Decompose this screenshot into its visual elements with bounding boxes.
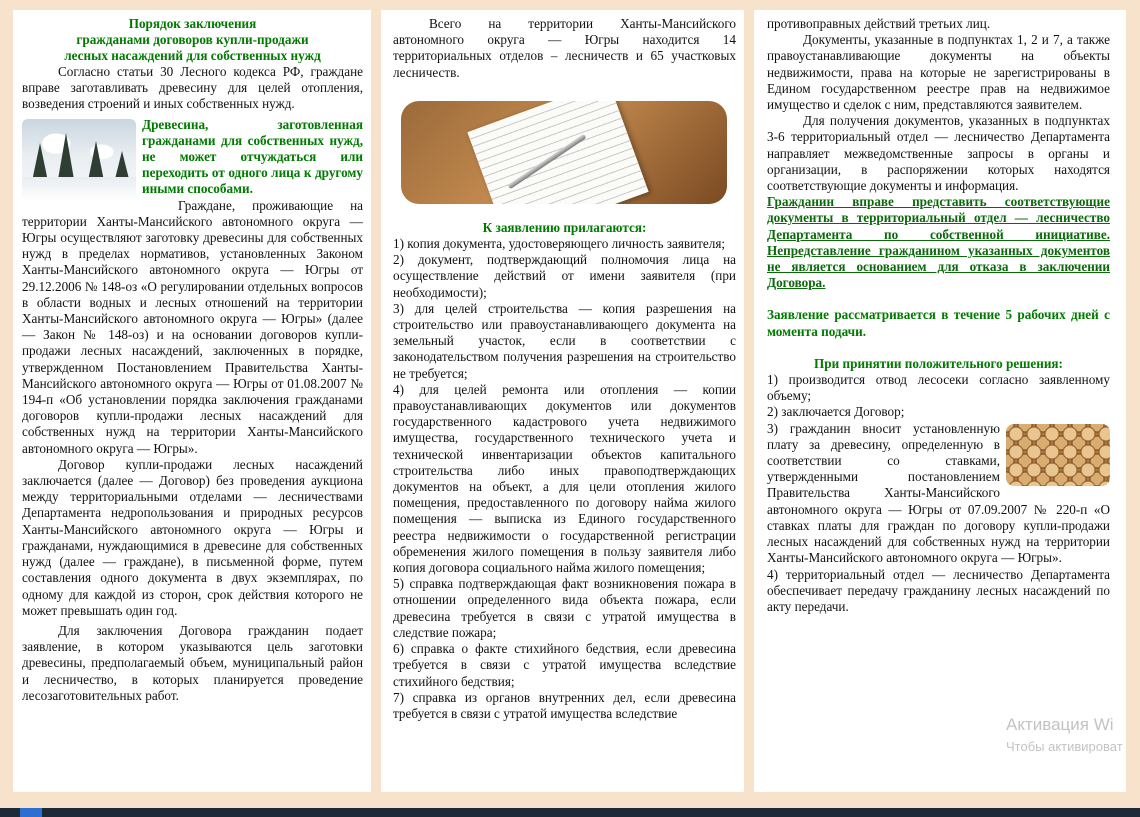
attachment-item-6: 6) справка о факте стихийного бедствия, если древесина требуется в связи с утратой имущества вследствие стихийного бедствия; [393, 641, 736, 689]
intro-paragraph: Согласно статьи 30 Лесного кодекса РФ, граждане вправе заготавливать древесину для целей отопления, возведения строений и иных собственных нужд. [22, 64, 363, 112]
interagency-requests-paragraph: Для получения документов, указанных в подпунктах 3-6 территориальный отдел — лесничество Департамента направляет межведомственные запросы в органы и организации, в распоряжении которых находятся соответствующие документы и информация. [767, 113, 1110, 194]
decision-item-3: 3) гражданин вносит установленную плату за древесину, определенную в соответствии со ставками, утвержденными постановлением Правительства Ханты-Мансийского автономного округа — Югры от 07.09.2007 № 220-п «О ставках платы для граждан по договору купли-продажи лесных насаждений для собственных нужд на территории Ханты-Мансийского автономного округа — Югры». [767, 420, 1110, 566]
forestries-count-paragraph: Всего на территории Ханты-Мансийского автономного округа — Югры находится 14 территориальных отделов – лесничеств и 65 участковых лесничеств. [393, 16, 736, 80]
title-line-2: гражданами договоров купли-продажи [76, 32, 309, 47]
column-right [754, 10, 1126, 792]
title-line-3: лесных насаждений для собственных нужд [64, 48, 321, 63]
wood-highlight-note: Древесина, заготовленная гражданами для собственных нужд, не может отчуждаться или переходить от одного лица к другому иными способами. [142, 116, 363, 197]
brochure-title [22, 16, 363, 64]
taskbar [0, 808, 1140, 817]
positive-decision-heading: При принятии положительного решения: [814, 355, 1063, 371]
review-term-notice: Заявление рассматривается в течение 5 рабочих дней с момента подачи. [767, 307, 1110, 339]
attachment-item-7: 7) справка из органов внутренних дел, если древесина требуется в связи с утратой имущества вследствие [393, 689, 736, 721]
documents-provided-paragraph: Документы, указанные в подпунктах 1, 2 и 7, а также правоустанавливающие документы на объекты недвижимости, права на которые не зарегистрированы в Едином государственном реестре прав на недвижимое имущество и сделок с ним, представляются заявителем. [767, 32, 1110, 113]
attachments-heading: К заявлению прилагаются: [482, 219, 647, 235]
unlawful-actions-line: противоправных действий третьих лиц. [767, 16, 991, 31]
decision-item-2: 2) заключается Договор; [767, 404, 905, 420]
logs-stack-image [1006, 424, 1110, 486]
windows-activation-watermark [1006, 714, 1123, 758]
residents-paragraph: Граждане, проживающие на территории Ханты-Мансийского автономного округа — Югры осуществляют заготовку древесины для собственных нужд в пределах нормативов, установленных Законом Ханты-Мансийского автономного округа — Югры от 29.12.2006 № 148-оз «О регулировании отдельных вопросов в области водных и лесных отношений на территории Ханты-Мансийского автономного округа — Югры» (далее — Закон № 148-оз) и на основании договоров купли-продажи лесных насаждений, заключенных в порядке, утвержденном Постановлением Правительства Ханты-Мансийского автономного округа — Югры от 01.08.2007 № 194-п «Об установлении порядка заключения гражданами договоров купли-продажи лесных насаждений для собственных нужд на территории Ханты-Мансийского автономного округа — Югры». [22, 197, 363, 456]
attachment-item-1: 1) копия документа, удостоверяющего личность заявителя; [393, 236, 726, 252]
column-middle [381, 10, 744, 792]
document-pen-image [401, 101, 727, 204]
decision-item-4: 4) территориальный отдел — лесничество Департамента обеспечивает передачу гражданину лесных насаждений по акту передачи. [767, 566, 1110, 614]
watermark-line-2: Чтобы активироват [1006, 739, 1123, 754]
contract-paragraph: Договор купли-продажи лесных насаждений заключается (далее — Договор) без проведения аукциона между территориальными отделами — лесничествами Департамента недропользования и природных ресурсов Ханты-Мансийского автономного округа — Югры и гражданами, нуждающимися в древесине для собственных нужд (далее — граждане), в письменной форме, путем составления одного документа в двух экземплярах, по одному для каждой из сторон, срок действия которого не может превышать один год. [22, 456, 363, 618]
attachment-item-4: 4) для целей ремонта или отопления — копии правоустанавливающих документов или документов государственного кадастрового учета недвижимого имущества, государственного технического учета и технической инвентаризации объектов капитального строительства либо иных правоподтверждающих документов на объект, а для цели отопления жилого помещения, предоставленного по договору найма жилого помещения — выписка из Единого государственного реестра недвижимости о государственной регистрации обременения жилого помещения в пользу заявителя либо копия договора социального найма жилого помещения; [393, 381, 736, 576]
attachment-item-3: 3) для целей строительства — копия разрешения на строительство или правоустанавливающего документа на земельный участок, если в соответствии с законодательством получения разрешения на строительство не требуется; [393, 300, 736, 381]
winter-forest-image [22, 119, 136, 201]
attachment-item-2: 2) документ, подтверждающий полномочия лица на осуществление действий от имени заявителя (при необходимости); [393, 252, 736, 300]
application-paragraph: Для заключения Договора гражданин подает заявление, в котором указываются цель заготовки древесины, предполагаемый объем, муниципальный район и лесничество, в которых планируется проведение лесозаготовительных работ. [22, 622, 363, 703]
watermark-line-1: Активация Wi [1006, 715, 1114, 734]
attachment-item-5: 5) справка подтверждающая факт возникновения пожара в отношении определенного вида объекта пожара, если древесина требуется в связи с утратой имущества в следствие пожара; [393, 576, 736, 640]
start-button[interactable] [20, 808, 42, 817]
citizen-rights-notice: Гражданин вправе представить соответствующие документы в территориальный отдел — лесничество Департамента по собственной инициативе. Непредставление гражданином указанных документов не является основанием для отказа в заключении Договора. [767, 194, 1110, 291]
decision-item-1: 1) производится отвод лесосеки согласно заявленному объему; [767, 372, 1110, 404]
title-line-1: Порядок заключения [128, 16, 257, 31]
column-left [13, 10, 371, 792]
